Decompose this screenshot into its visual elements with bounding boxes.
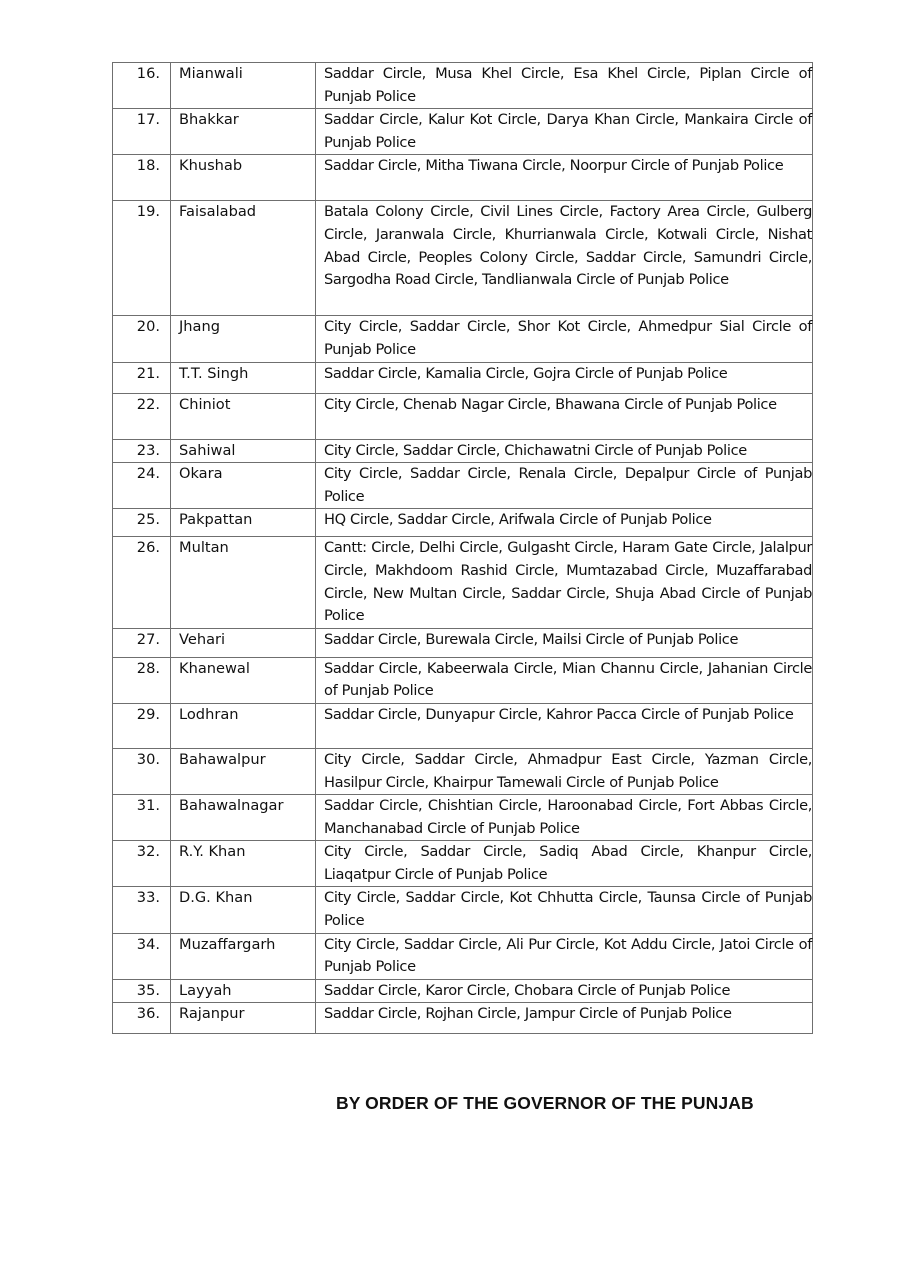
district-name: D.G. Khan [171,887,316,933]
district-name: Muzaffargarh [171,933,316,979]
district-name: Lodhran [171,703,316,748]
district-name: Rajanpur [171,1003,316,1034]
serial-number: 27. [113,628,171,657]
circles-list [316,979,813,1003]
table-row [113,887,813,933]
district-name: R.Y. Khan [171,841,316,887]
circles-text: City Circle, Saddar Circle, Shor Kot Circle, Ahmedpur Sial Circle of Punjab Police [324,318,812,358]
circles-text: Batala Colony Circle, Civil Lines Circle, Factory Area Circle, Gulberg Circle, Jaranwala Circle, Khurrianwala Circle, Kotwali Circle, Nishat Abad Circle, Peoples Colony Circle, Saddar Circle, Samundri Circle, Sargodha Road Circle, Tandlianwala Circle of Punjab Police [324,203,812,289]
circles-list [316,887,813,933]
serial-number: 28. [113,657,171,703]
serial-number: 24. [113,463,171,509]
serial-number: 18. [113,155,171,201]
district-name: Multan [171,537,316,628]
district-name: Bhakkar [171,109,316,155]
table-row [113,1003,813,1034]
circles-list [316,393,813,439]
district-name: Khushab [171,155,316,201]
serial-number: 25. [113,509,171,537]
table-row [113,63,813,109]
circles-text: Saddar Circle, Rojhan Circle, Jampur Circle of Punjab Police [324,1005,732,1023]
district-name: Bahawalnagar [171,795,316,841]
circles-list [316,748,813,794]
district-name: Bahawalpur [171,748,316,794]
police-circles-table [112,62,813,1034]
district-name: Sahiwal [171,439,316,463]
table-row [113,393,813,439]
circles-list [316,537,813,628]
circles-text: Saddar Circle, Kamalia Circle, Gojra Circle of Punjab Police [324,364,728,382]
serial-number: 19. [113,201,171,316]
serial-number: 30. [113,748,171,794]
circles-list [316,316,813,362]
circles-text: City Circle, Saddar Circle, Kot Chhutta Circle, Taunsa Circle of Punjab Police [324,889,812,930]
circles-list [316,509,813,537]
table-row [113,509,813,537]
circles-text: Saddar Circle, Karor Circle, Chobara Circle of Punjab Police [324,981,731,999]
circles-text: Saddar Circle, Kabeerwala Circle, Mian Channu Circle, Jahanian Circle of Punjab Police [324,659,812,700]
circles-list [316,463,813,509]
circles-list [316,795,813,841]
circles-list [316,657,813,703]
district-name: Jhang [171,316,316,362]
circles-text: City Circle, Saddar Circle, Ali Pur Circle, Kot Addu Circle, Jatoi Circle of Punjab Police [324,935,812,976]
serial-number: 35. [113,979,171,1003]
table-row [113,841,813,887]
table-row [113,109,813,155]
table-row [113,155,813,201]
circles-text: Saddar Circle, Kalur Kot Circle, Darya Khan Circle, Mankaira Circle of Punjab Police [324,111,812,151]
circles-list [316,109,813,155]
circles-text: Saddar Circle, Burewala Circle, Mailsi Circle of Punjab Police [324,630,739,648]
circles-list [316,155,813,201]
district-name: T.T. Singh [171,362,316,393]
table-row [113,703,813,748]
district-name: Chiniot [171,393,316,439]
serial-number: 21. [113,362,171,393]
serial-number: 32. [113,841,171,887]
circles-text: Saddar Circle, Chishtian Circle, Haroonabad Circle, Fort Abbas Circle, Manchanabad Circle of Punjab Police [324,797,812,837]
circles-text: City Circle, Saddar Circle, Chichawatni Circle of Punjab Police [324,441,747,459]
table-row [113,537,813,628]
serial-number: 20. [113,316,171,362]
district-name: Faisalabad [171,201,316,316]
district-name: Khanewal [171,657,316,703]
district-name: Pakpattan [171,509,316,537]
circles-text: City Circle, Saddar Circle, Sadiq Abad Circle, Khanpur Circle, Liaqatpur Circle of Punjab Police [324,843,812,883]
circles-text: HQ Circle, Saddar Circle, Arifwala Circle of Punjab Police [324,511,712,529]
serial-number: 17. [113,109,171,155]
serial-number: 36. [113,1003,171,1034]
circles-list [316,703,813,748]
district-name: Layyah [171,979,316,1003]
table-body [113,63,813,1034]
table-row [113,979,813,1003]
district-name: Vehari [171,628,316,657]
serial-number: 22. [113,393,171,439]
circles-list [316,628,813,657]
table-row [113,748,813,794]
circles-list [316,439,813,463]
circles-list [316,1003,813,1034]
table-row [113,795,813,841]
circles-text: City Circle, Chenab Nagar Circle, Bhawana Circle of Punjab Police [324,395,777,413]
circles-text: City Circle, Saddar Circle, Ahmadpur East Circle, Yazman Circle, Hasilpur Circle, Khairpur Tamewali Circle of Punjab Police [324,750,812,791]
table-row [113,201,813,316]
table-row [113,463,813,509]
serial-number: 16. [113,63,171,109]
circles-list [316,362,813,393]
circles-text: Saddar Circle, Mitha Tiwana Circle, Noorpur Circle of Punjab Police [324,157,784,175]
serial-number: 34. [113,933,171,979]
circles-list [316,841,813,887]
table-row [113,439,813,463]
table-row [113,362,813,393]
serial-number: 29. [113,703,171,748]
circles-list [316,63,813,109]
serial-number: 31. [113,795,171,841]
circles-text: Saddar Circle, Musa Khel Circle, Esa Khel Circle, Piplan Circle of Punjab Police [324,65,812,105]
table-row [113,657,813,703]
circles-text: City Circle, Saddar Circle, Renala Circle, Depalpur Circle of Punjab Police [324,465,812,505]
serial-number: 33. [113,887,171,933]
table-row [113,316,813,362]
district-name: Okara [171,463,316,509]
circles-text: Saddar Circle, Dunyapur Circle, Kahror Pacca Circle of Punjab Police [324,705,794,723]
governor-order-line: BY ORDER OF THE GOVERNOR OF THE PUNJAB [336,1093,754,1113]
district-name: Mianwali [171,63,316,109]
serial-number: 26. [113,537,171,628]
circles-list [316,201,813,316]
circles-text: Cantt: Circle, Delhi Circle, Gulgasht Circle, Haram Gate Circle, Jalalpur Circle, Makhdoom Rashid Circle, Mumtazabad Circle, Muzaffarabad Circle, New Multan Circle, Saddar Circle, Shuja Abad Circle of Punjab Police [324,539,812,625]
serial-number: 23. [113,439,171,463]
table-row [113,933,813,979]
circles-list [316,933,813,979]
table-row [113,628,813,657]
